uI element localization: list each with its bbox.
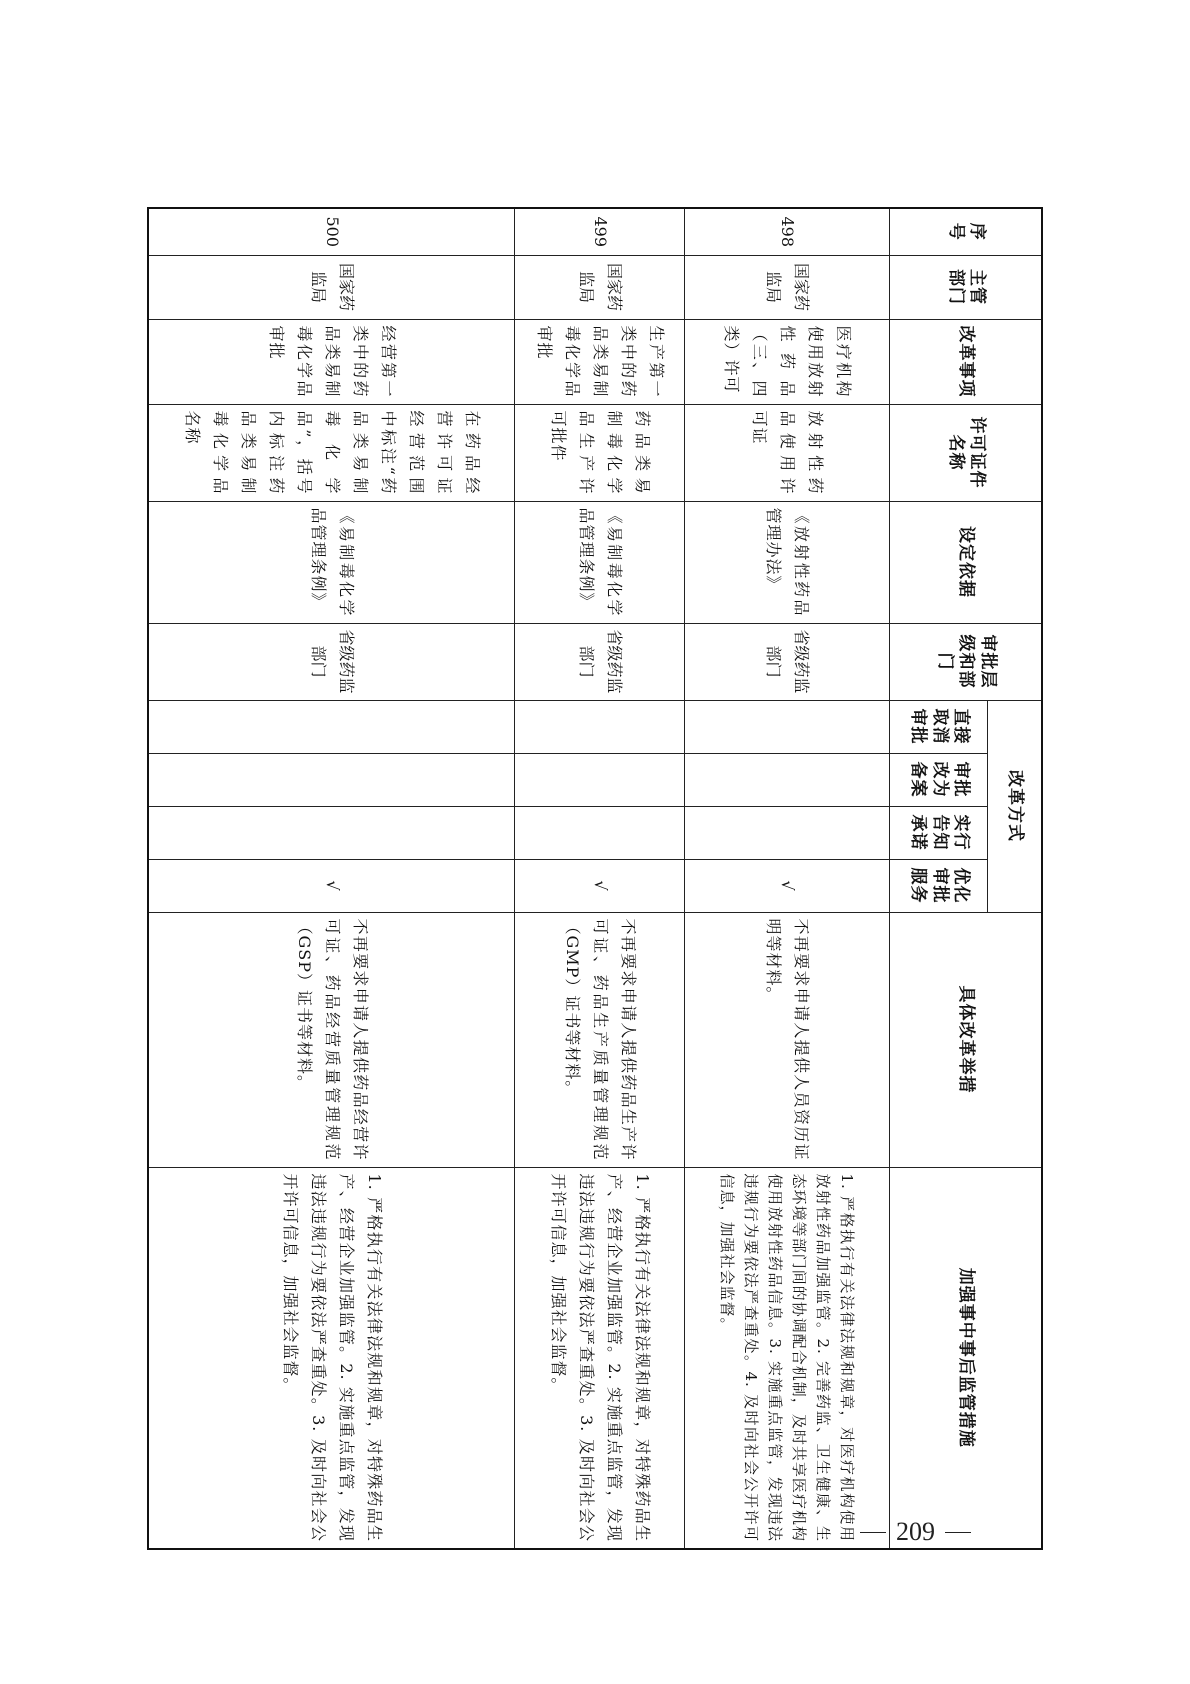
page-number-dash-right <box>945 1532 971 1533</box>
cell-supervision: 1. 严格执行有关法律法规和规章，对特殊药品生产、经营企业加强监管。2. 实施重点监管，发现违法违规行为要依法严查重处。3. 及时向社会公开许可信息，加强社会监督。 <box>515 1167 685 1549</box>
cell-dept: 国家药监局 <box>685 255 890 319</box>
cell-level: 省级药监部门 <box>148 623 515 700</box>
cell-dept: 国家药监局 <box>148 255 515 319</box>
cell-measures: 不再要求申请人提供药品生产许可证、药品生产质量管理规范（GMP）证书等材料。 <box>515 912 685 1167</box>
cell-level: 省级药监部门 <box>685 623 890 700</box>
cell-basis: 《易制毒化学品管理条例》 <box>515 501 685 623</box>
cell-item: 经营第一类中的药品类易制毒化学品审批 <box>148 319 515 404</box>
cell-seq: 498 <box>685 208 890 255</box>
cell-basis: 《易制毒化学品管理条例》 <box>148 501 515 623</box>
cell-supervision: 1. 严格执行有关法律法规和规章，对特殊药品生产、经营企业加强监管。2. 实施重点监管，发现违法违规行为要依法严查重处。3. 及时向社会公开许可信息，加强社会监督。 <box>148 1167 515 1549</box>
cell-filing <box>515 753 685 806</box>
header-item: 改革事项 <box>890 319 1042 404</box>
cell-supervision: 1. 严格执行有关法律法规和规章，对医疗机构使用放射性药品加强监管。2. 完善药监、卫生健康、生态环境等部门间的协调配合机制，及时共享医疗机构使用放射性药品信息。3. 实施重点监管，发现违法违规行为要依法严查重处。4. 及时向社会公开许可信息，加强社会监督。 <box>685 1167 890 1549</box>
table-row <box>685 208 890 1549</box>
cell-optimize-check: √ <box>515 859 685 912</box>
header-reform-group: 改革方式 <box>988 700 1042 912</box>
header-filing: 审批改为备案 <box>890 753 988 806</box>
cell-cancel <box>685 700 890 753</box>
page-number <box>860 1517 1010 1547</box>
cell-item: 医疗机构使用放射性药品（三、四类）许可 <box>685 319 890 404</box>
table-row <box>148 208 515 1549</box>
cell-level: 省级药监部门 <box>515 623 685 700</box>
header-notice: 实行告知承诺 <box>890 806 988 859</box>
page-number-value: 209 <box>896 1517 935 1546</box>
cell-basis: 《放射性药品管理办法》 <box>685 501 890 623</box>
cell-seq: 499 <box>515 208 685 255</box>
cell-cancel <box>515 700 685 753</box>
cell-license: 在药品经营许可证经营范围中标注“药品类易制毒化学品”，括号内标注药品类易制毒化学品名称 <box>148 404 515 501</box>
cell-filing <box>685 753 890 806</box>
cell-cancel <box>148 700 515 753</box>
table-row <box>515 208 685 1549</box>
cell-filing <box>148 753 515 806</box>
header-basis: 设定依据 <box>890 501 1042 623</box>
page-number-dash-left <box>860 1532 886 1533</box>
cell-measures: 不再要求申请人提供药品经营许可证、药品经营质量管理规范（GSP）证书等材料。 <box>148 912 515 1167</box>
header-optimize: 优化审批服务 <box>890 859 988 912</box>
header-dept: 主管部门 <box>890 255 1042 319</box>
cell-optimize-check: √ <box>685 859 890 912</box>
cell-optimize-check: √ <box>148 859 515 912</box>
header-measures: 具体改革举措 <box>890 912 1042 1167</box>
cell-measures: 不再要求申请人提供人员资历证明等材料。 <box>685 912 890 1167</box>
cell-item: 生产第一类中的药品类易制毒化学品审批 <box>515 319 685 404</box>
header-cancel: 直接取消审批 <box>890 700 988 753</box>
cell-license: 药品类易制毒化学品生产许可批件 <box>515 404 685 501</box>
cell-notice <box>515 806 685 859</box>
cell-notice <box>685 806 890 859</box>
header-seq: 序号 <box>890 208 1042 255</box>
cell-seq: 500 <box>148 208 515 255</box>
reform-table <box>147 207 1043 1550</box>
header-license: 许可证件名称 <box>890 404 1042 501</box>
cell-notice <box>148 806 515 859</box>
cell-license: 放射性药品使用许可证 <box>685 404 890 501</box>
header-supervision: 加强事中事后监管措施 <box>890 1167 1042 1549</box>
header-level: 审批层级和部门 <box>890 623 1042 700</box>
cell-dept: 国家药监局 <box>515 255 685 319</box>
